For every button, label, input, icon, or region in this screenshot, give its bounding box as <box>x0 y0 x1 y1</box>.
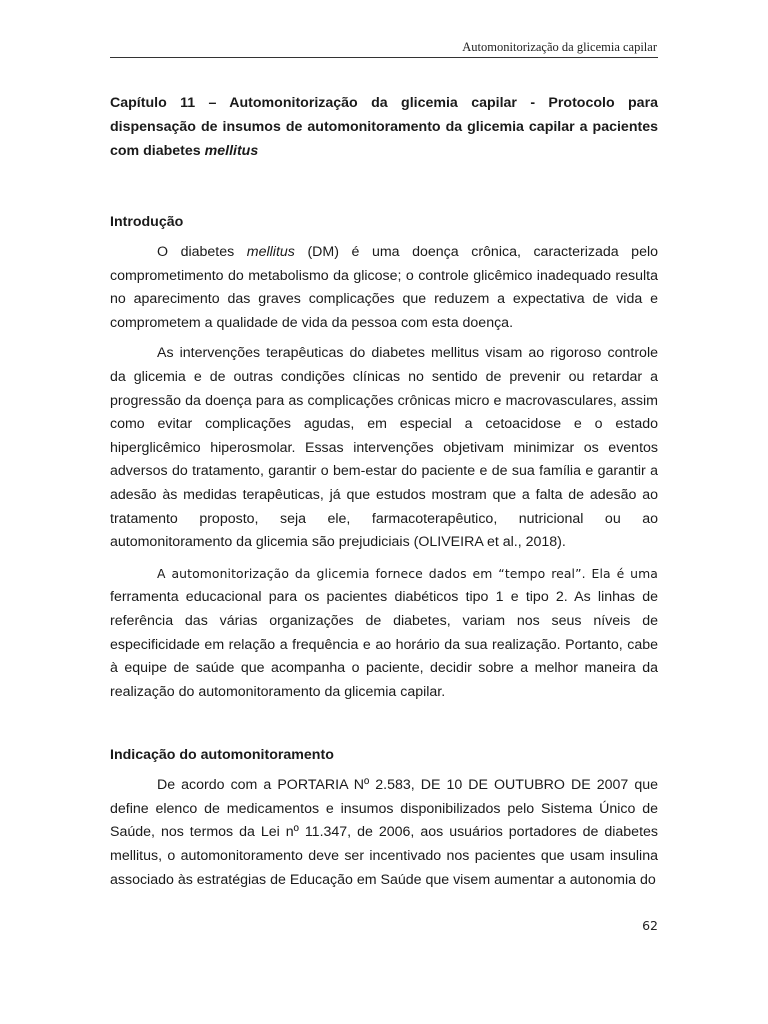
indication-paragraph-1: De acordo com a PORTARIA Nº 2.583, DE 10 DE OUTUBRO DE 2007 que define elenco de medicamentos e insumos disponibilizados pelo Sistema Único de Saúde, nos termos da Lei nº 11.347, de 2006, aos usuários portadores de diabetes mellitus, o automonitoramento deve ser incentivado nos pacientes que usam insulina associado às estratégias de Educação em Saúde que visem aumentar a autonomia do <box>110 777 658 888</box>
chapter-title-main: Capítulo 11 – Automonitorização da glicemia capilar - Protocolo para dispensação de insumos de automonitoramento da glicemia capilar a pacientes com diabetes <box>110 95 658 159</box>
page-content <box>110 91 658 892</box>
running-header: Automonitorização da glicemia capilar <box>462 40 657 54</box>
intro-heading: Introdução <box>110 214 184 230</box>
intro-p1-italic: mellitus <box>246 244 295 260</box>
chapter-title-italic: mellitus <box>204 143 259 159</box>
indication-heading: Indicação do automonitoramento <box>110 747 334 764</box>
intro-p3-odd-font: A automonitorização da glicemia fornece dados em “tempo real”. Ela é uma <box>157 565 658 581</box>
intro-p1-text-b: (DM) é uma doença crônica, caracterizada pelo comprometimento do metabolismo da glicose; o controle glicêmico inadequado resulta no aparecimento das graves complicações que reduzem a expectativa de vida e comprometem a qualidade de vida da pessoa com esta doença. <box>110 244 659 331</box>
header-rule <box>110 57 658 58</box>
intro-paragraph-2: As intervenções terapêuticas do diabetes mellitus visam ao rigoroso controle da glicemia e de outras condições clínicas no sentido de prevenir ou retardar a progressão da doença para as complicações crônicas micro e macrovasculares, assim como evitar complicações agudas, em especial a cetoacidose e o estado hiperglicêmico hiperosmolar. Essas intervenções objetivam minimizar os eventos adversos do tratamento, garantir o bem-estar do paciente e de sua família e garantir a adesão às medidas terapêuticas, já que estudos mostram que a falta de adesão ao tratamento proposto, seja ele, farmacoterapêutico, nutricional ou ao automonitoramento da glicemia são prejudiciais (OLIVEIRA et al., 2018). <box>110 345 658 551</box>
intro-paragraph-1 <box>110 241 658 335</box>
page-number: 62 <box>642 918 658 933</box>
intro-p1-text-a: O diabetes <box>157 244 247 260</box>
intro-p3-rest: ferramenta educacional para os pacientes diabéticos tipo 1 e tipo 2. As linhas de referência das várias organizações de diabetes, variam nos seus níveis de especificidade em relação a frequência e ao horário da sua realização. Portanto, cabe à equipe de saúde que acompanha o paciente, decidir sobre a melhor maneira da realização do automonitoramento da glicemia capilar. <box>110 589 658 700</box>
chapter-title <box>110 91 658 163</box>
intro-paragraph-3 <box>110 562 658 705</box>
